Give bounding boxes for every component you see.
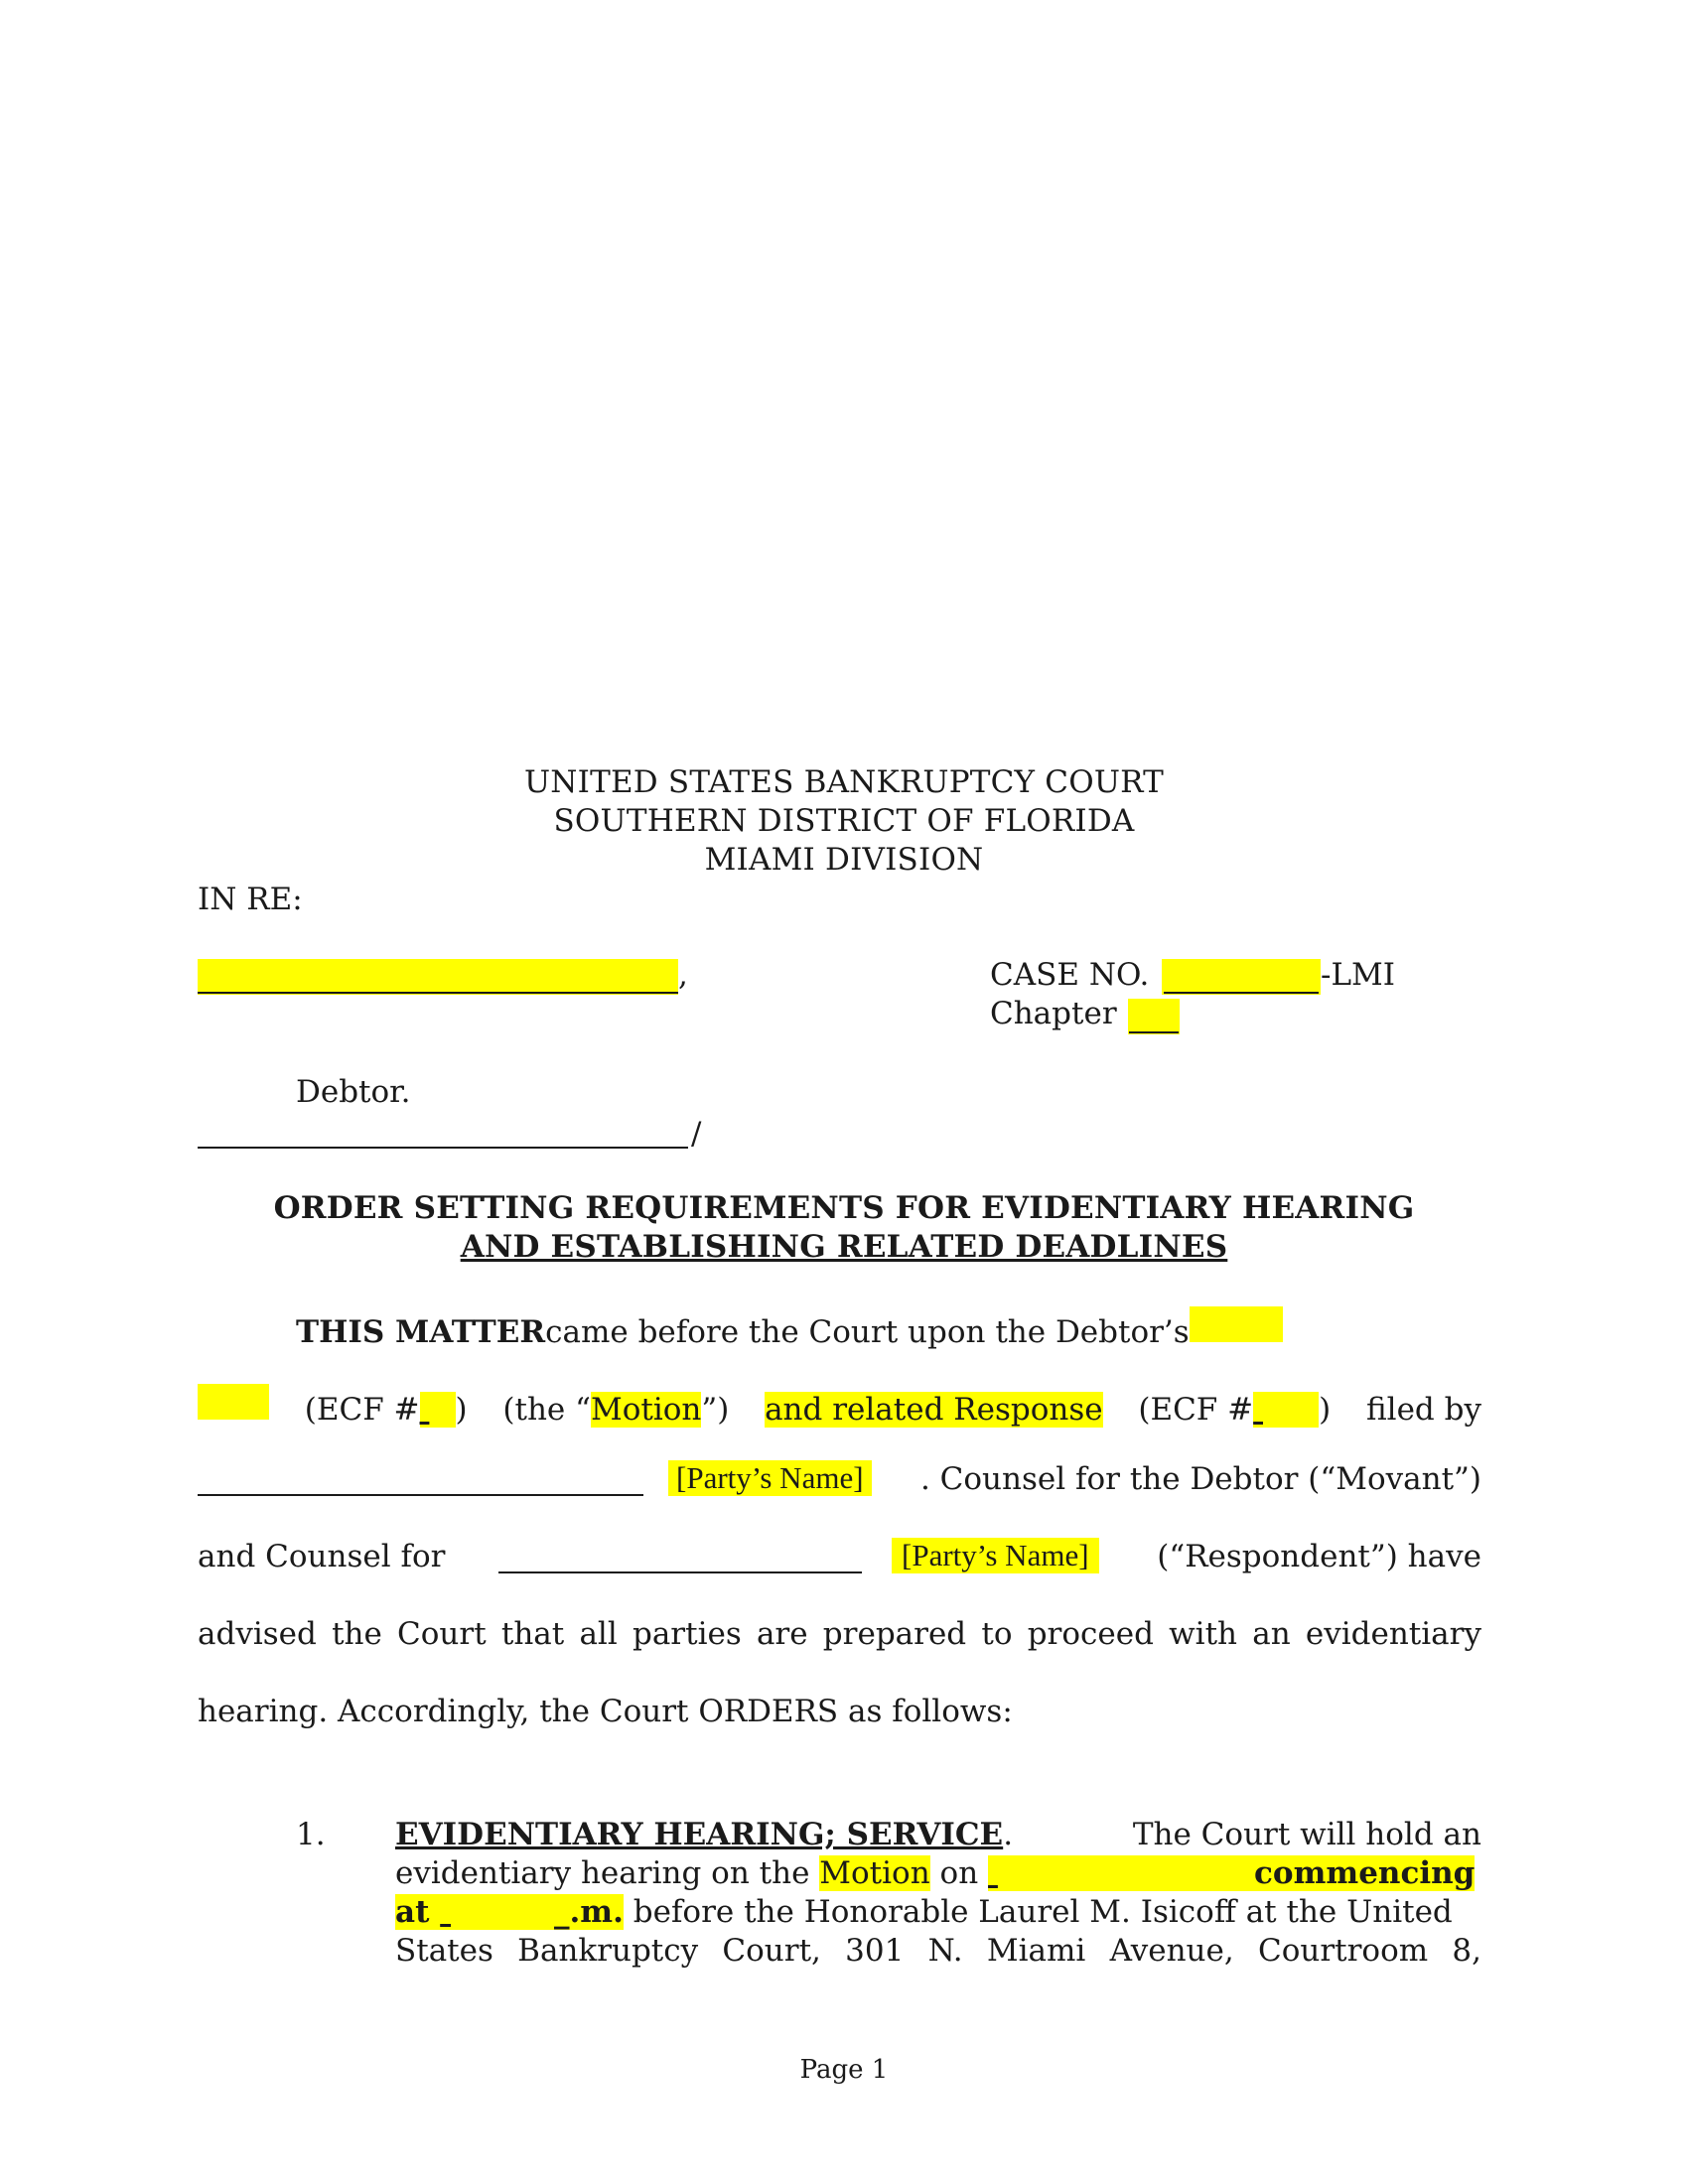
motion-title-field-2[interactable] [198,1384,269,1420]
paragraph-1-line-4: States Bankruptcy Court, 301 N. Miami Avenue, Courtroom 8, [395,1933,1481,1969]
chapter-field[interactable] [1128,999,1180,1034]
debtor-name-comma: , [678,957,688,993]
paragraph-1-line-2: evidentiary hearing on the Motion on commencing [395,1855,1476,1891]
paragraph-1-heading: EVIDENTIARY HEARING; SERVICE [395,1817,1004,1852]
order-title-line1: ORDER SETTING REQUIREMENTS FOR EVIDENTIARY HEARING [273,1190,1415,1226]
commencing-text: commencing [1254,1855,1476,1891]
party-name-2[interactable]: [Party’s Name] [892,1538,1099,1573]
intro-line-5: advised the Court that all parties are prepared to proceed with an evidentiary [198,1616,1481,1652]
paragraph-1-number: 1. [296,1817,326,1852]
in-re-label: IN RE: [198,882,303,917]
intro-line-1 [296,1306,1283,1350]
court-district: SOUTHERN DISTRICT OF FLORIDA [553,803,1135,839]
court-name: UNITED STATES BANKRUPTCY COURT [523,764,1165,800]
debtor-name-field[interactable] [198,959,678,995]
party-name-1[interactable]: [Party’s Name] [668,1460,872,1496]
respondent-defined: (“Respondent”) have [1157,1539,1481,1574]
debtor-label: Debtor. [296,1074,411,1110]
intro-line-2 [198,1384,1481,1428]
at-text: at _.m. [395,1894,624,1930]
chapter-line [1129,1031,1179,1033]
case-number-line [1164,992,1319,994]
debtor-name-line [198,992,678,994]
ecf-ref-1: (ECF # ) [304,1392,468,1428]
case-number-field[interactable] [1162,959,1321,995]
page-number: Page 1 [799,2055,889,2085]
hearing-time-field[interactable] [440,1894,543,1930]
motion-ref: Motion [819,1855,930,1891]
chapter-label: Chapter [990,996,1117,1031]
case-no-label: CASE NO. [990,957,1150,993]
and-counsel-for: and Counsel for [198,1539,446,1574]
counsel-for-debtor: . Counsel for the Debtor (“Movant”) [919,1461,1481,1497]
caption-slash: / [691,1116,702,1152]
this-matter: THIS MATTER [296,1314,546,1350]
movant-counsel-line[interactable] [198,1494,643,1496]
came-before-text: came before the Court upon the Debtor’s [545,1314,1190,1350]
motion-title-field-1[interactable] [1190,1306,1283,1342]
order-title-line2: AND ESTABLISHING RELATED DEADLINES [460,1229,1228,1265]
case-no-suffix: -LMI [1321,957,1396,993]
caption-close-line [198,1147,688,1149]
before-judge-text: before the Honorable Laurel M. Isicoff at the United [633,1894,1453,1930]
intro-line-6: hearing. Accordingly, the Court ORDERS as follows: [198,1694,1013,1729]
respondent-counsel-line[interactable] [498,1571,862,1573]
paragraph-1-line1-rest: The Court will hold an [1132,1817,1481,1852]
paragraph-1-line-3 [395,1894,1481,1930]
ecf-ref-2: (ECF # ) [1138,1392,1332,1428]
related-response[interactable]: and related Response [765,1392,1103,1428]
court-division: MIAMI DIVISION [704,842,984,878]
paragraph-1-line-1: EVIDENTIARY HEARING; SERVICE. The Court will hold an [395,1817,1481,1852]
filed-by: filed by [1366,1392,1481,1428]
hearing-date-field[interactable] [988,1855,1254,1891]
motion-defined: (the “Motion”) [502,1392,730,1428]
